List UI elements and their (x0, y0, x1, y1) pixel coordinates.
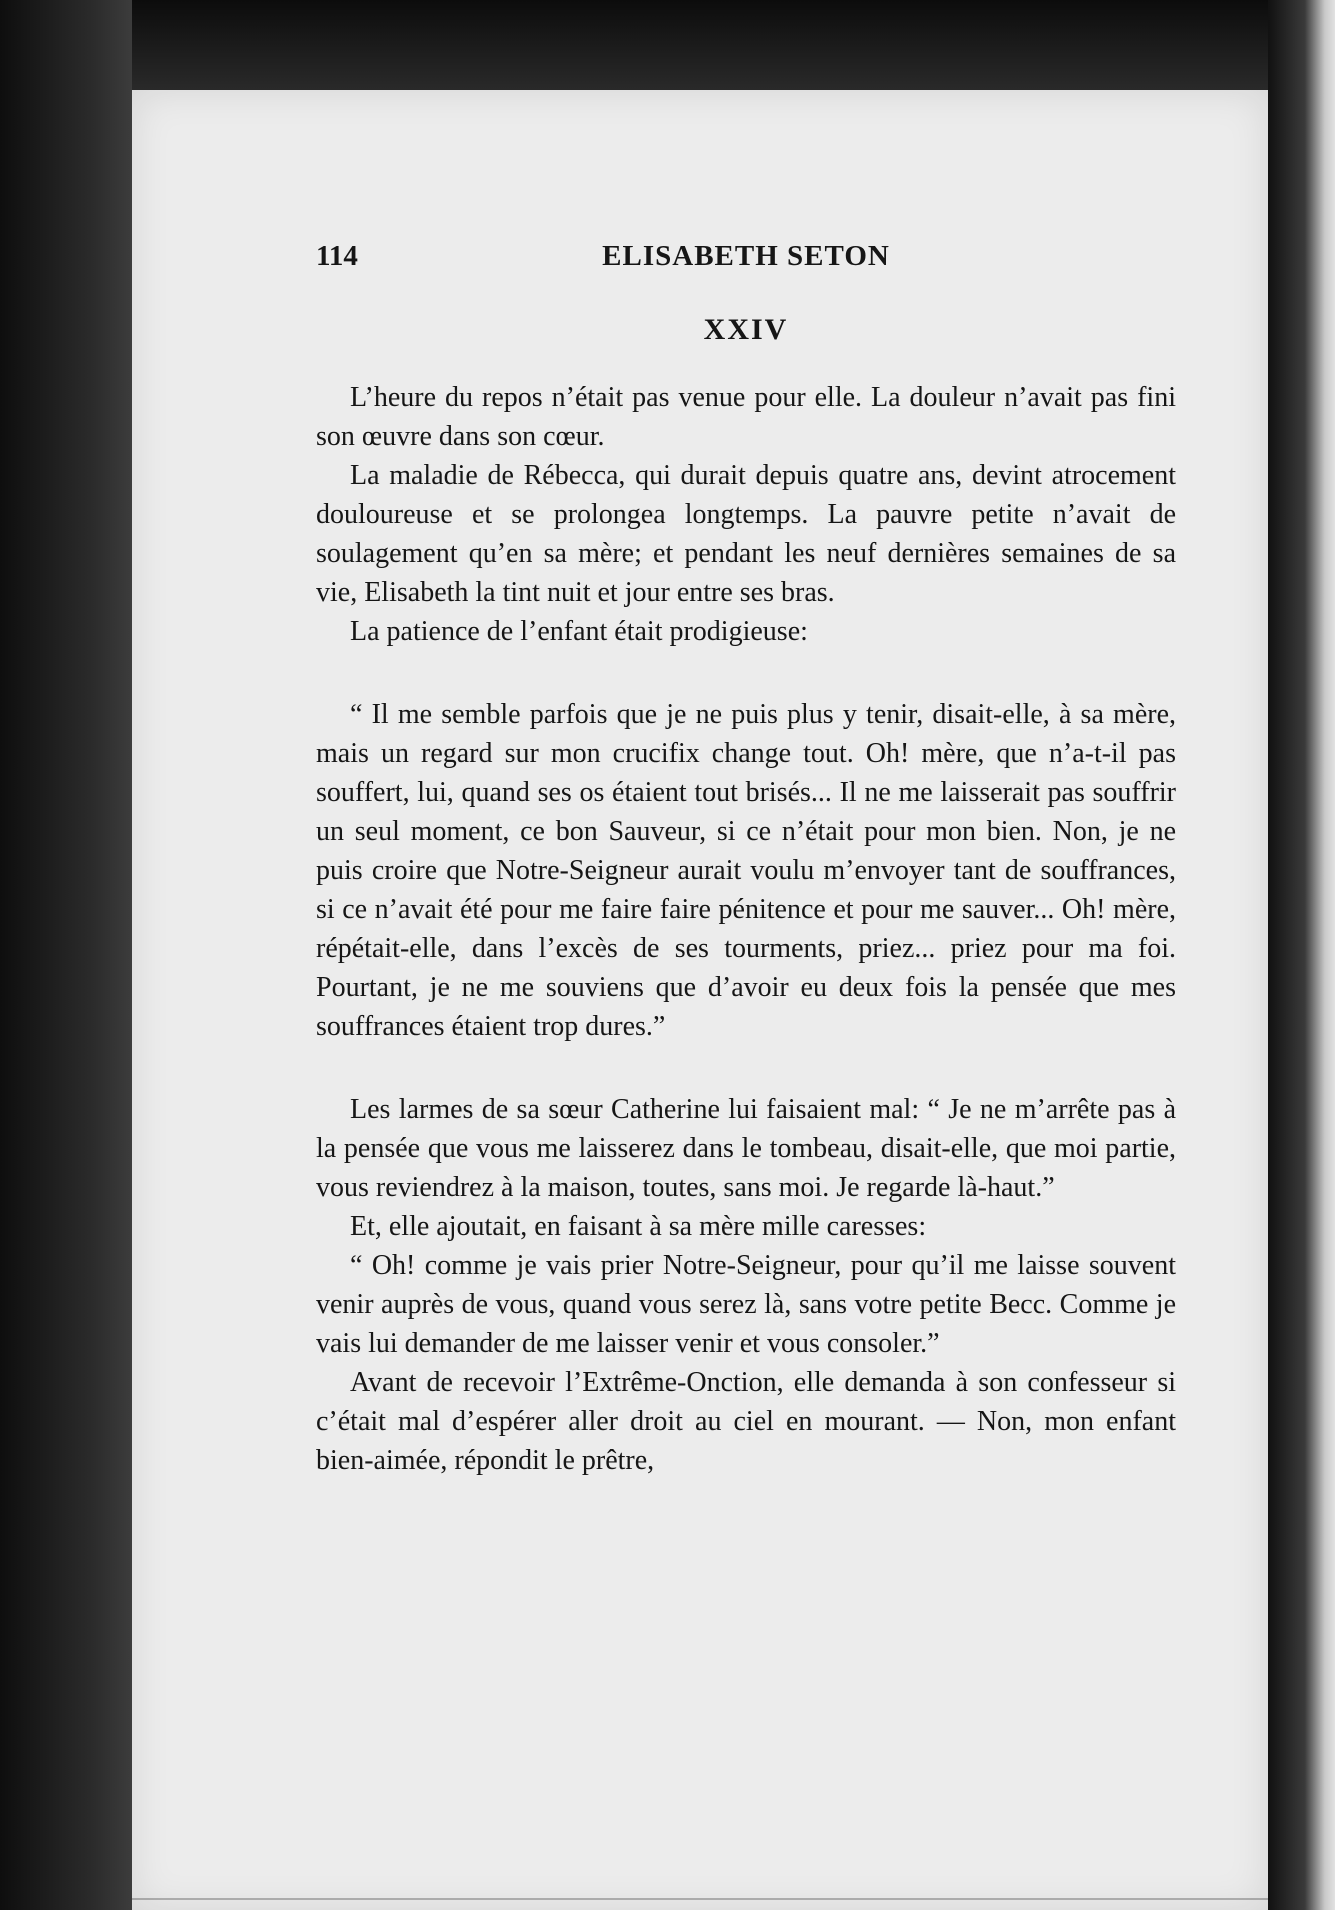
page-bottom-shadow (132, 1898, 1268, 1900)
paragraph: Les larmes de sa sœur Catherine lui faisaient mal: “ Je ne m’arrête pas à la pensée que vous me laisserez dans le tombeau, disait-elle, que moi partie, vous reviendrez à la maison, toutes, sans moi. Je regarde là-haut.” (316, 1094, 1176, 1203)
paragraph: La maladie de Rébecca, qui durait depuis quatre ans, devint atrocement douloureuse et se prolongea longtemps. La pauvre petite n’avait de soulagement qu’en sa mère; et pendant les neuf dernières semaines de sa vie, Elisabeth la tint nuit et jour entre ses bras. (316, 460, 1176, 608)
next-page-edge (1268, 0, 1335, 1910)
book-page (132, 90, 1268, 1910)
paragraph: L’heure du repos n’était pas venue pour elle. La douleur n’avait pas fini son œuvre dans son cœur. (316, 382, 1176, 452)
book-binding-edge (0, 0, 132, 1910)
paragraph: “ Oh! comme je vais prier Notre-Seigneur, pour qu’il me laisse souvent venir auprès de vous, quand vous serez là, sans votre petite Becc. Comme je vais lui demander de me laisser venir et vous consoler.” (316, 1250, 1176, 1359)
paragraph: La patience de l’enfant était prodigieuse: (350, 616, 808, 647)
chapter-heading: XXIV (703, 313, 789, 346)
page-header (316, 240, 1176, 280)
running-title: ELISABETH SETON (602, 240, 890, 272)
scan-background-top (0, 0, 1335, 92)
quoted-paragraph: “ Il me semble parfois que je ne puis plus y tenir, disait-elle, à sa mère, mais un regard sur mon crucifix change tout. Oh! mère, que n’a-t-il pas souffert, lui, quand ses os étaient tout brisés... Il ne me laisserait pas souffrir un seul moment, ce bon Sauveur, si ce n’était pour mon bien. Non, je ne puis croire que Notre-Seigneur aurait voulu m’envoyer tant de souffrances, si ce n’avait été pour me faire faire pénitence et pour me sauver... Oh! mère, répétait-elle, dans l’excès de ses tourments, priez... priez pour ma foi. Pourtant, je ne me souviens que d’avoir eu deux fois la pensée que mes souffrances étaient trop dures.” (316, 699, 1176, 1042)
paragraph: Avant de recevoir l’Extrême-Onction, elle demanda à son confesseur si c’était mal d’espérer aller droit au ciel en mourant. — Non, mon enfant bien-aimée, répondit le prêtre, (316, 1367, 1176, 1476)
paragraph: Et, elle ajoutait, en faisant à sa mère mille caresses: (350, 1211, 927, 1242)
page-number: 114 (316, 240, 358, 272)
body-text (316, 378, 1176, 1480)
